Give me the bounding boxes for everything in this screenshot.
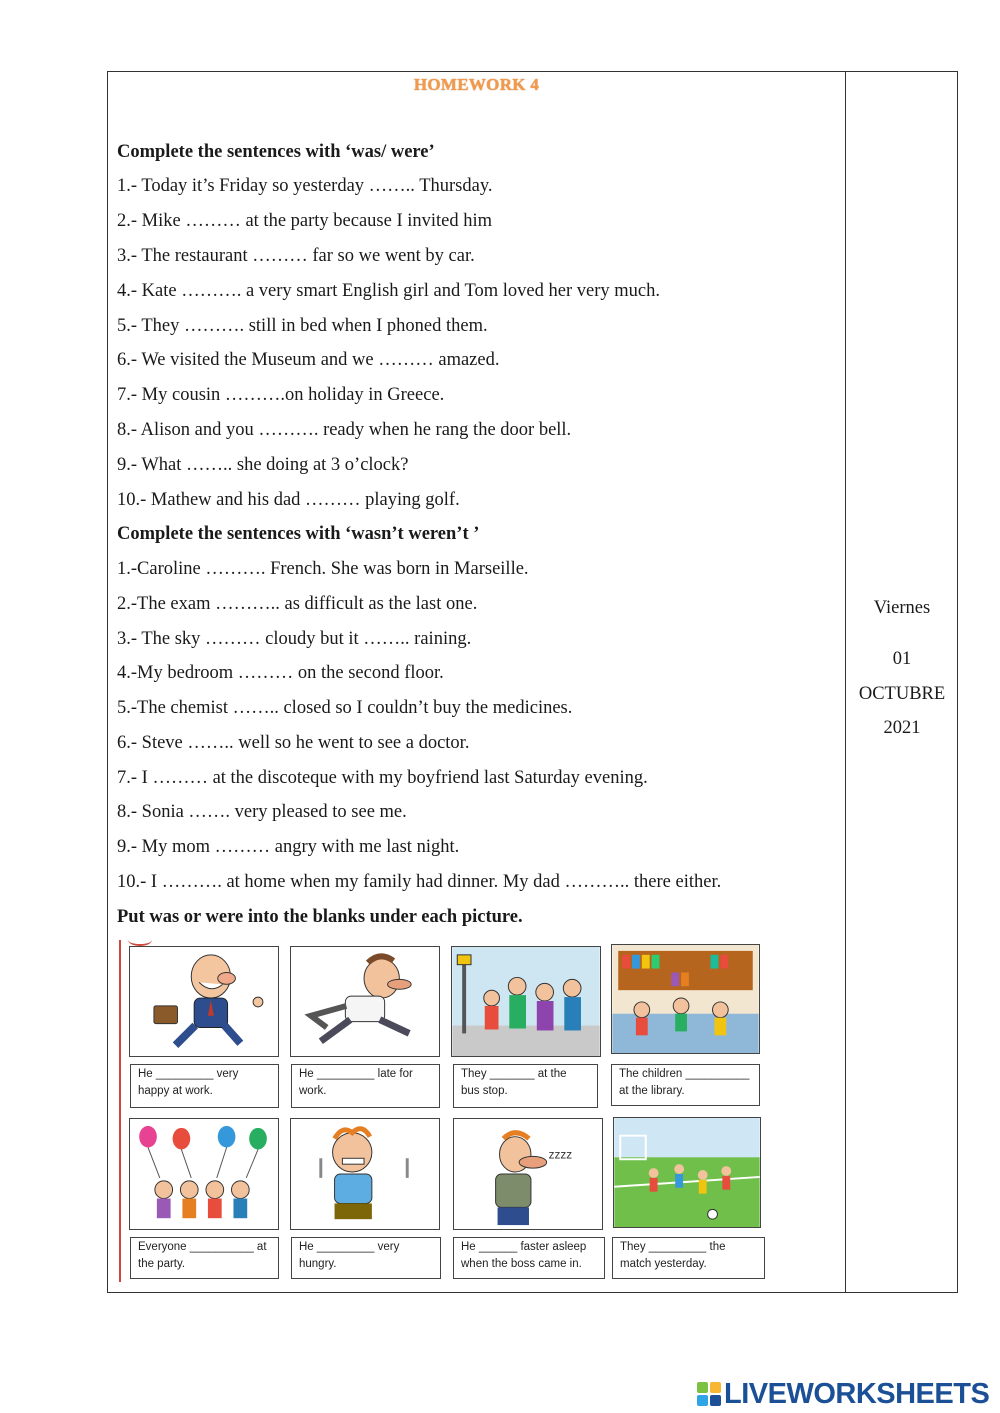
exercise-sentence: 5.- They ………. still in bed when I phoned them. xyxy=(117,316,488,336)
exercise-sentence: 5.-The chemist …….. closed so I couldn’t buy the medicines. xyxy=(117,698,573,718)
caption-box xyxy=(130,1064,279,1108)
caption-line: match yesterday. xyxy=(620,1258,707,1270)
exercise-sentence: 3.- The restaurant ……… far so we went by car. xyxy=(117,246,475,266)
caption-line: He _________ very xyxy=(299,1241,400,1253)
date-year: 2021 xyxy=(883,718,921,738)
section3-heading: Put was or were into the blanks under each picture. xyxy=(117,907,523,927)
margin-line xyxy=(119,940,121,1282)
caption-line: They _______ at the xyxy=(461,1068,567,1080)
caption-line: They _________ the xyxy=(620,1241,726,1253)
caption-line: happy at work. xyxy=(138,1085,213,1097)
exercise-sentence: 10.- I ………. at home when my family had dinner. My dad ……….. there either. xyxy=(117,872,722,892)
caption-line: Everyone __________ at xyxy=(138,1241,267,1253)
caption-line: work. xyxy=(299,1085,327,1097)
caption-line: He _________ very xyxy=(138,1068,239,1080)
football-match-picture xyxy=(613,1117,761,1228)
exercise-sentence: 7.- My cousin ……….on holiday in Greece. xyxy=(117,385,445,405)
caption-line: He ______ faster asleep xyxy=(461,1241,587,1253)
caption-box xyxy=(612,1237,765,1279)
exercise-sentence: 2.-The exam ……….. as difficult as the last one. xyxy=(117,594,478,614)
exercise-sentence: 10.- Mathew and his dad ……… playing golf. xyxy=(117,490,460,510)
caption-box xyxy=(291,1064,440,1108)
caption-box xyxy=(611,1064,760,1106)
logo-grid-icon xyxy=(697,1382,721,1406)
exercise-sentence: 7.- I ……… at the discoteque with my boyfriend last Saturday evening. xyxy=(117,768,648,788)
liveworksheets-logo xyxy=(697,1378,989,1410)
sleeping-man-picture xyxy=(453,1118,603,1230)
brand-name: LIVEWORKSHEETS xyxy=(724,1377,990,1410)
caption-box xyxy=(453,1237,605,1279)
hungry-man-picture xyxy=(290,1118,440,1230)
exercise-sentence: 9.- My mom ……… angry with me last night. xyxy=(117,837,460,857)
late-man-running-picture xyxy=(290,946,440,1057)
caption-line: He _________ late for xyxy=(299,1068,413,1080)
date-day: 01 xyxy=(892,649,912,669)
exercise-sentence: 1.-Caroline ………. French. She was born in Marseille. xyxy=(117,559,529,579)
bus-stop-picture xyxy=(451,946,601,1057)
caption-line: bus stop. xyxy=(461,1085,508,1097)
caption-line: when the boss came in. xyxy=(461,1258,582,1270)
svg-text:zzzz: zzzz xyxy=(548,1148,573,1162)
library-picture xyxy=(611,944,760,1054)
exercise-sentence: 6.- Steve …….. well so he went to see a doctor. xyxy=(117,733,470,753)
worksheet-table xyxy=(107,71,958,1293)
exercise-sentence: 8.- Sonia ……. very pleased to see me. xyxy=(117,802,407,822)
exercise-sentence: 4.-My bedroom ……… on the second floor. xyxy=(117,663,444,683)
businessman-running-picture xyxy=(129,946,279,1057)
caption-line: The children __________ xyxy=(619,1068,750,1080)
caption-line: the party. xyxy=(138,1258,186,1270)
exercise-sentence: 1.- Today it’s Friday so yesterday …….. Thursday. xyxy=(117,176,493,196)
party-picture xyxy=(129,1118,279,1230)
exercise-sentence: 2.- Mike ……… at the party because I invited him xyxy=(117,211,493,231)
caption-line: at the library. xyxy=(619,1085,685,1097)
caption-box xyxy=(291,1237,441,1279)
decorative-arc xyxy=(128,934,152,946)
column-divider xyxy=(845,72,846,1292)
caption-box xyxy=(453,1064,598,1108)
exercise-sentence: 3.- The sky ……… cloudy but it …….. raining. xyxy=(117,629,472,649)
exercise-sentence: 9.- What …….. she doing at 3 o’clock? xyxy=(117,455,409,475)
section2-heading: Complete the sentences with ‘wasn’t weren’t ’ xyxy=(117,524,480,544)
exercise-sentence: 4.- Kate ………. a very smart English girl and Tom loved her very much. xyxy=(117,281,660,301)
date-weekday: Viernes xyxy=(873,598,931,618)
section1-heading: Complete the sentences with ‘was/ were’ xyxy=(117,142,435,162)
caption-box xyxy=(130,1237,279,1279)
date-month: OCTUBRE xyxy=(858,684,946,704)
exercise-sentence: 6.- We visited the Museum and we ……… amazed. xyxy=(117,350,500,370)
caption-line: hungry. xyxy=(299,1258,337,1270)
exercise-sentence: 8.- Alison and you ………. ready when he rang the door bell. xyxy=(117,420,572,440)
page-title: HOMEWORK 4 xyxy=(413,75,540,94)
